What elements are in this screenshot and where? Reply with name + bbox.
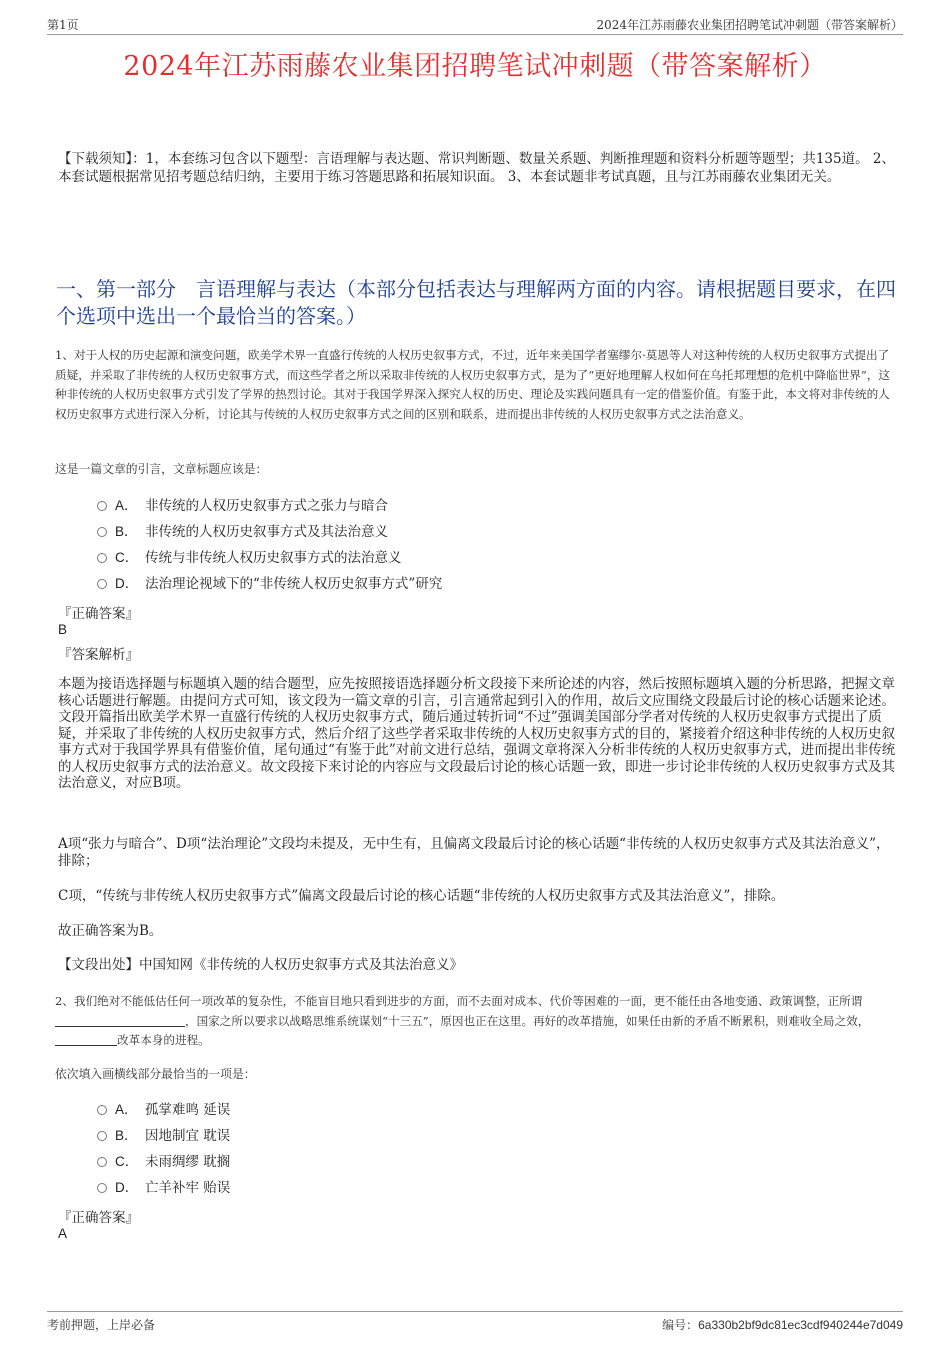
question-1-text: 1、对于人权的历史起源和演变问题，欧美学术界一直盛行传统的人权历史叙事方式，不过，近年来美国学者塞缪尔·莫恩等人对这种传统的人权历史叙事方式提出了质疑，并采取了非传统的人权历史叙事方式，而这些学者之所以采取非传统的人权历史叙事方式，是为了“更好地理解人权如何在乌托邦理想的危机中降临世界”，这种非传统的人权历史叙事方式引发了学界的热烈讨论。其对于我国学界深入探究人权的历史、理论及实践问题具有一定的借鉴价值。有鉴于此，本文将对非传统的人权历史叙事方式进行深入分析，讨论其与传统的人权历史叙事方式之间的区别和联系，进而提出非传统的人权历史叙事方式之法治意义。 [55,348,891,421]
question-1-options [97,496,442,600]
question-1-conclusion [58,923,898,940]
radio-icon[interactable] [97,1157,107,1167]
footer-slogan: 考前押题，上岸必备 [47,1318,156,1332]
radio-icon[interactable] [97,501,107,511]
question-1-prompt: 这是一篇文章的引言，文章标题应该是： [55,462,268,476]
header-doc-title: 2024年江苏雨藤农业集团招聘笔试冲刺题（带答案解析） [596,18,903,32]
question-1-analysis [58,676,898,792]
footer-code: 编号：6a330b2bf9dc81ec3cdf940244e7d049 [662,1318,903,1332]
question-1-answer: B [58,622,68,637]
source-citation: 【文段出处】中国知网《非传统的人权历史叙事方式及其法治意义》 [58,957,463,973]
question-2-prompt: 依次填入画横线部分最恰当的一项是： [55,1067,256,1081]
question-1-option-d[interactable]: D． 法治理论视域下的“非传统人权历史叙事方式”研究 [97,574,442,600]
question-1-analysis-a-d [58,836,898,869]
question-2-text: 2、我们绝对不能低估任何一项改革的复杂性，不能盲目地只看到进步的方面，而不去面对成本、代价等困难的一面，更不能任由各地变通、政策调整，正所谓，国家之所以要求以战略思维系统谋划“十三五”，原因也正在这里。再好的改革措施，如果任由新的矛盾不断累积，则难收全局之效，改革本身的进程。 [55,994,870,1047]
analysis-paragraph: 故正确答案为B。 [58,923,163,939]
document-title: 2024年江苏雨藤农业集团招聘笔试冲刺题（带答案解析） [123,51,827,82]
analysis-paragraph: C项，“传统与非传统人权历史叙事方式”偏离文段最后讨论的核心话题“非传统的人权历史叙事方式及其法治意义”，排除。 [58,888,785,904]
question-2-option-c[interactable]: C． 未雨绸缪 耽搁 [97,1152,230,1178]
question-2-answer: A [58,1226,68,1241]
question-1-analysis-label: 『答案解析』 [58,647,139,663]
analysis-paragraph: A项“张力与暗合”、D项“法治理论”文段均未提及，无中生有，且偏离文段最后讨论的核心话题“非传统的人权历史叙事方式及其法治意义”，排除； [58,836,890,869]
analysis-paragraph: 本题为接语选择题与标题填入题的结合题型，应先按照接语选择题分析文段接下来所论述的内容，然后按照标题填入题的分析思路，把握文章核心话题进行解题。由提问方式可知，该文段为一篇文章的引言，引言通常起到引入的作用，故后文应围绕文段最后讨论的核心话题来论述。文段开篇指出欧美学术界一直盛行传统的人权历史叙事方式，随后通过转折词“不过”强调美国部分学者对传统的人权历史叙事方式提出了质疑，并采取了非传统的人权历史叙事方式，然后介绍了这些学者采取非传统的人权历史叙事方式的目的，紧接着介绍这种非传统的人权历史叙事方式对于我国学界具有借鉴价值，尾句通过“有鉴于此”对前文进行总结，强调文章将深入分析非传统的人权历史叙事方式，进而提出非传统的人权历史叙事方式的法治意义。故文段接下来讨论的内容应与文段最后讨论的核心话题一致，即进一步讨论非传统的人权历史叙事方式及其法治意义，对应B项。 [58,676,896,791]
question-2-option-d[interactable]: D． 亡羊补牢 贻误 [97,1178,230,1204]
radio-icon[interactable] [97,1105,107,1115]
page-number: 第1页 [47,18,79,32]
download-notice: 【下载须知】：1，本套练习包含以下题型：言语理解与表达题、常识判断题、数量关系题、判断推理题和资料分析题等题型；共135道。 2、本套试题根据常见招考题总结归纳，主要用于练习答题思路和拓展知识面。 3、本套试题非考试真题，且与江苏雨藤农业集团无关。 [58,151,895,185]
radio-icon[interactable] [97,527,107,537]
question-1-option-a[interactable]: A． 非传统的人权历史叙事方式之张力与暗合 [97,496,442,522]
question-2-options [97,1100,230,1204]
radio-icon[interactable] [97,1183,107,1193]
page-footer [47,1311,903,1334]
question-1-source [58,957,898,974]
question-2-option-a[interactable]: A． 孤掌难鸣 延误 [97,1100,230,1126]
fill-blank-1[interactable] [55,1014,185,1027]
page-header [47,14,903,35]
question-2-option-b[interactable]: B． 因地制宜 耽误 [97,1126,230,1152]
question-2-answer-label: 『正确答案』 [58,1210,139,1226]
section-title: 一、第一部分 言语理解与表达（本部分包括表达与理解两方面的内容。请根据题目要求，在四个选项中选出一个最恰当的答案。） [56,277,896,328]
question-1-option-b[interactable]: B． 非传统的人权历史叙事方式及其法治意义 [97,522,442,548]
radio-icon[interactable] [97,1131,107,1141]
radio-icon[interactable] [97,553,107,563]
question-1-answer-label: 『正确答案』 [58,606,139,622]
radio-icon[interactable] [97,579,107,589]
question-1-option-c[interactable]: C． 传统与非传统人权历史叙事方式的法治意义 [97,548,442,574]
question-1-analysis-c [58,888,898,905]
fill-blank-2[interactable] [55,1033,117,1046]
